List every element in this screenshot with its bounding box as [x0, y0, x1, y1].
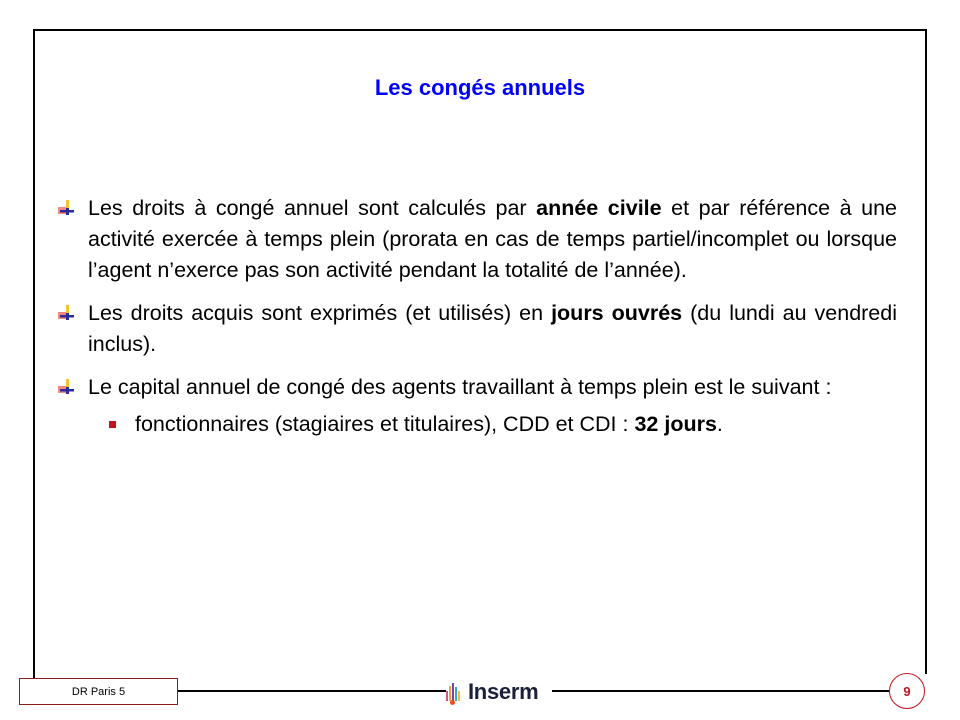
arrow-cross-bullet-icon	[58, 379, 76, 395]
bullet-item	[58, 193, 897, 286]
bullet-item	[58, 372, 897, 403]
footer-label-box	[19, 678, 178, 705]
footer-label: DR Paris 5	[71, 685, 126, 698]
red-square-bullet-icon	[109, 421, 116, 428]
sub-bullet-item	[88, 409, 926, 440]
inserm-logo-text: Inserm	[468, 679, 539, 704]
bullet-text: Les droits à congé annuel sont calculés par année civile et par référence à une activité exercée à temps plein (prorata en cas de temps partiel/incomplet ou lorsque l’agent n’exerce pas son activité pendant la totalité de l’année).	[88, 196, 898, 282]
inserm-logo	[446, 676, 552, 708]
inserm-logo-dot-icon	[450, 700, 455, 705]
slide-content	[58, 193, 926, 440]
arrow-cross-bullet-icon	[58, 305, 76, 321]
slide-frame-left	[33, 29, 35, 679]
bullet-text: Les droits acquis sont exprimés (et utilisés) en jours ouvrés (du lundi au vendredi inclus).	[88, 301, 897, 356]
slide-frame-top	[33, 29, 927, 31]
footer-rule-left	[178, 690, 446, 692]
page-number: 9	[903, 683, 911, 699]
inserm-logo-mark-icon	[446, 683, 462, 701]
arrow-cross-bullet-icon	[58, 200, 76, 216]
bullet-text: Le capital annuel de congé des agents travaillant à temps plein est le suivant :	[88, 375, 832, 399]
bullet-item	[58, 298, 897, 360]
sub-bullet-text: fonctionnaires (stagiaires et titulaires), CDD et CDI : 32 jours.	[135, 412, 723, 436]
footer-rule-right	[551, 690, 889, 692]
slide-title: Les congés annuels	[374, 75, 586, 100]
page-number-badge	[889, 673, 925, 709]
